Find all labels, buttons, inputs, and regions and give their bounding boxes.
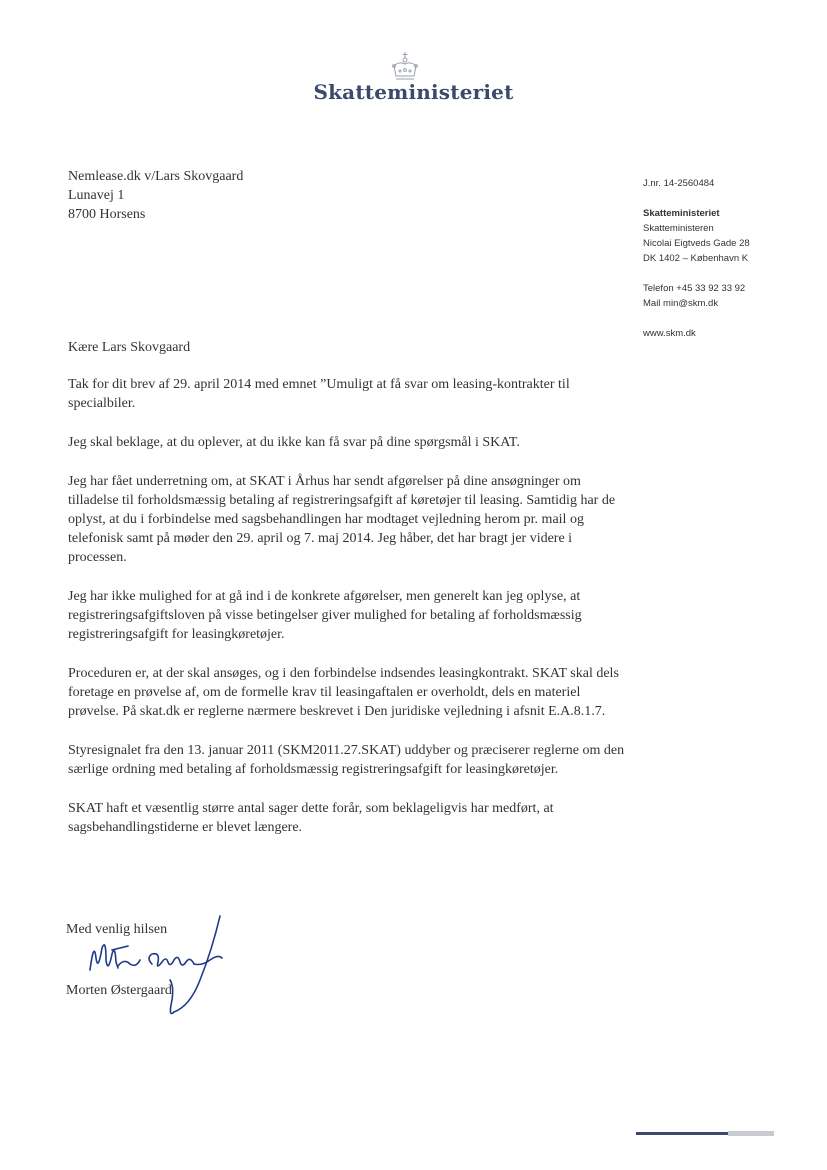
sender-org-name: Skatteministeriet <box>643 208 720 219</box>
paragraph: Jeg skal beklage, at du oplever, at du ikke kan få svar på dine spørgsmål i SKAT. <box>68 435 520 450</box>
paragraph: Jeg har ikke mulighed for at gå ind i de konkrete afgørelser, men generelt kan jeg oplyse, at registreringsafgiftsloven på visse betingelser giver mulighed for betaling af forholdsmæssig registreringsafgift for leasingkøretøjer. <box>68 589 582 642</box>
footer-bar-light <box>728 1131 774 1136</box>
letter-body <box>68 338 628 857</box>
crown-logo-icon <box>388 50 422 84</box>
ministry-title: Skatteministeriet <box>313 80 514 104</box>
paragraph: Tak for dit brev af 29. april 2014 med emnet ”Umuligt at få svar om leasing-kontrakter til specialbiler. <box>68 377 570 411</box>
case-number: J.nr. 14-2560484 <box>643 178 715 189</box>
sender-info <box>643 176 823 341</box>
footer-bar-dark <box>636 1132 728 1135</box>
sender-line: Nicolai Eigtveds Gade 28 <box>643 238 750 249</box>
paragraph: SKAT haft et væsentlig større antal sager dette forår, som beklageligvis har medført, at sagsbehandlingstiderne er blevet længere. <box>68 801 554 835</box>
signer-name: Morten Østergaard <box>66 983 172 998</box>
sender-line: DK 1402 – København K <box>643 253 749 264</box>
paragraph: Jeg har fået underretning om, at SKAT i Århus har sendt afgørelser på dine ansøgninger om tilladelse til forholdsmæssig betaling af registreringsafgift af køretøjer til leasing. Samtidig har de oplyst, at du i forbindelse med sagsbehandlingen har modtaget vejledning herom pr. mail og telefonisk samt på møder den 29. april og 7. maj 2014. Jeg håber, det har bragt jer videre i processen. <box>68 474 616 565</box>
sender-line: Skatteministeren <box>643 223 714 234</box>
paragraph: Proceduren er, at der skal ansøges, og i den forbindelse indsendes leasingkontrakt. SKAT skal dels foretage en prøvelse af, om de formelle krav til leasingaftalen er overholdt, dels en materiel prøvelse. På skat.dk er reglerne nærmere beskrevet i Den juridiske vejledning i afsnit E.A.8.1.7. <box>68 666 619 719</box>
sender-mail: Mail min@skm.dk <box>643 298 719 309</box>
paragraph: Styresignalet fra den 13. januar 2011 (SKM2011.27.SKAT) uddyber og præciserer reglerne om den særlige ordning med betaling af forholdsmæssig registreringsafgift for leasingkøretøjer. <box>68 743 625 777</box>
recipient-line: 8700 Horsens <box>68 207 146 222</box>
closing: Med venlig hilsen <box>66 922 168 937</box>
recipient-line: Lunavej 1 <box>68 188 125 203</box>
sender-website: www.skm.dk <box>643 328 696 339</box>
salutation: Kære Lars Skovgaard <box>68 340 191 355</box>
recipient-address <box>68 167 243 224</box>
handwritten-signature <box>82 910 242 1020</box>
sender-phone: Telefon +45 33 92 33 92 <box>643 283 746 294</box>
recipient-line: Nemlease.dk v/Lars Skovgaard <box>68 169 244 184</box>
footer-bar <box>636 1131 774 1136</box>
